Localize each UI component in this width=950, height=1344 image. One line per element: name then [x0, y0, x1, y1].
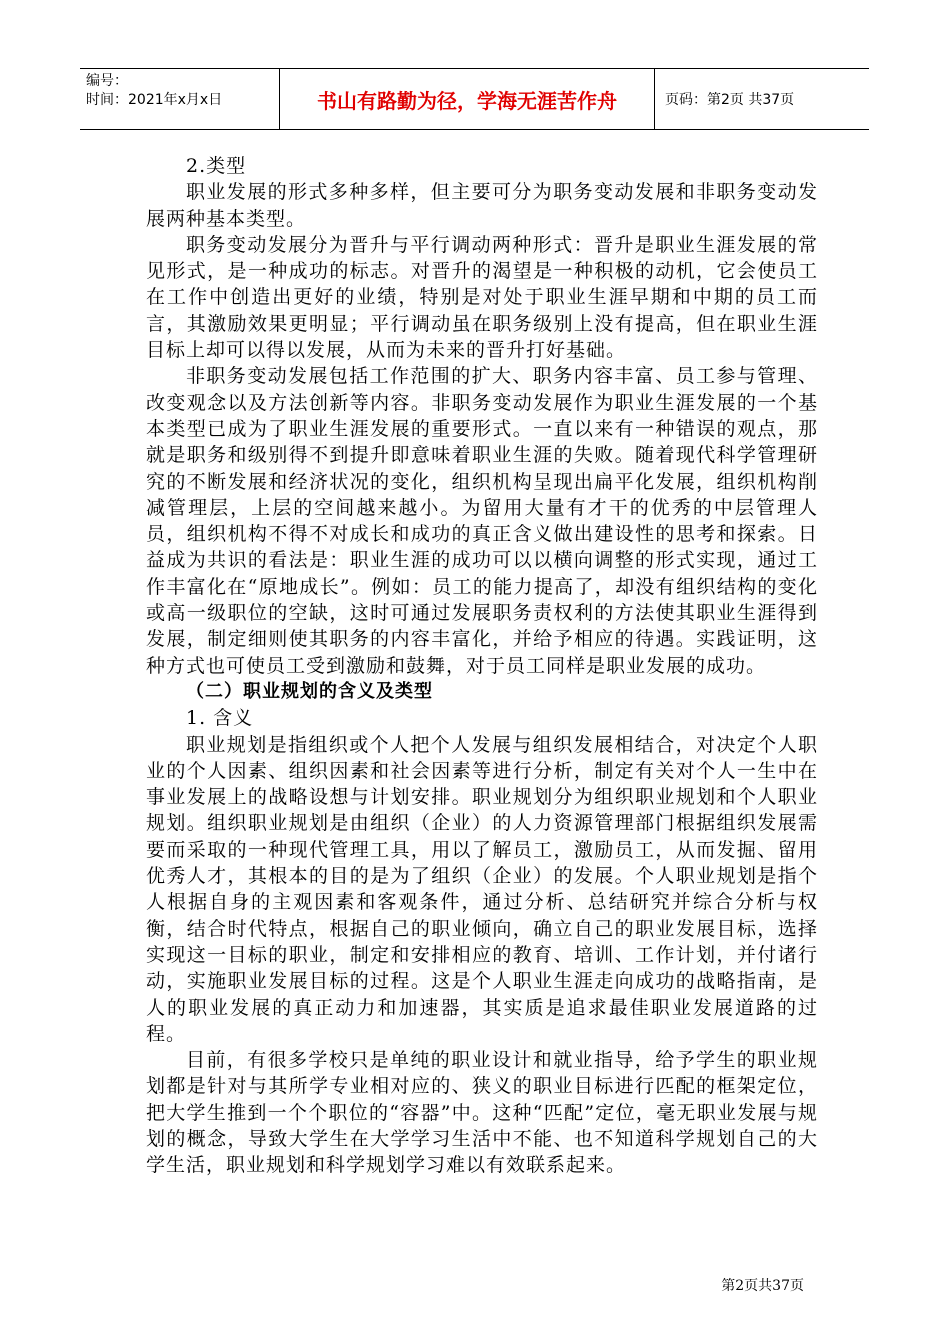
paragraph-1: 职业发展的形式多种多样，但主要可分为职务变动发展和非职务变动发展两种基本类型。: [146, 181, 818, 230]
document-body: [146, 153, 818, 1179]
paragraph-4: 职业规划是指组织或个人把个人发展与组织发展相结合，对决定个人职业的个人因素、组织因素和社会因素等进行分析，制定有关对个人一生中在事业发展上的战略设想与计划安排。职业规划分为组织职业规划和个人职业规划。组织职业规划是由组织（企业）的人力资源管理部门根据组织发展需要而采取的一种现代管理工具，用以了解员工，激励员工，从而发掘、留用优秀人才，其根本的目的是为了组织（企业）的发展。个人职业规划是指个人根据自身的主观因素和客观条件，通过分析、总结研究并综合分析与权衡，结合时代特点，根据自己的职业倾向，确立自己的职业发展目标，选择实现这一目标的职业，制定和安排相应的教育、培训、工作计划，并付诸行动，实施职业发展目标的过程。这是个人职业生涯走向成功的战略指南，是人的职业发展的真正动力和加速器，其实质是追求最佳职业发展道路的过程。: [146, 733, 818, 1045]
header-page-label: 页码：第2页 共37页: [665, 92, 795, 108]
header-time-label: 时间：2021年x月x日: [86, 92, 223, 108]
heading-type: 2.类型: [186, 155, 247, 177]
page-header: [80, 68, 869, 130]
paragraph-3: 非职务变动发展包括工作范围的扩大、职务内容丰富、员工参与管理、改变观念以及方法创新等内容。非职务变动发展作为职业生涯发展的一个基本类型已成为了职业生涯发展的重要形式。一直以来有一种错误的观点，那就是职务和级别得不到提升即意味着职业生涯的失败。随着现代科学管理研究的不断发展和经济状况的变化，组织机构呈现出扁平化发展，组织机构削减管理层，上层的空间越来越小。为留用大量有才干的优秀的中层管理人员，组织机构不得不对成长和成功的真正含义做出建设性的思考和探索。日益成为共识的看法是：职业生涯的成功可以以横向调整的形式实现，通过工作丰富化在“原地成长”。例如：员工的能力提高了，却没有组织结构的变化或高一级职位的空缺，这时可通过发展职务责权利的方法使其职业生涯得到发展，制定细则使其职务的内容丰富化，并给予相应的待遇。实践证明，这种方式也可使员工受到激励和鼓舞，对于员工同样是职业发展的成功。: [146, 365, 818, 677]
header-motto: 书山有路勤为径，学海无涯苦作舟: [280, 69, 655, 129]
header-number-label: 编号：: [86, 73, 128, 89]
paragraph-2: 职务变动发展分为晋升与平行调动两种形式：晋升是职业生涯发展的常见形式，是一种成功的标志。对晋升的渴望是一种积极的动机，它会使员工在工作中创造出更好的业绩，特别是对处于职业生涯早期和中期的员工而言，其激励效果更明显；平行调动虽在职务级别上没有提高，但在职业生涯目标上却可以得以发展，从而为未来的晋升打好基础。: [146, 233, 818, 362]
page-footer: 第2页共37页: [721, 1278, 804, 1294]
section-title: （二）职业规划的含义及类型: [186, 680, 433, 702]
header-meta: [80, 69, 280, 129]
paragraph-5: 目前，有很多学校只是单纯的职业设计和就业指导，给予学生的职业规划都是针对与其所学专业相对应的、狭义的职业目标进行匹配的框架定位，把大学生推到一个个职位的“容器”中。这种“匹配”定位，毫无职业发展与规划的概念，导致大学生在大学学习生活中不能、也不知道科学规划自己的大学生活，职业规划和科学规划学习难以有效联系起来。: [146, 1049, 818, 1177]
heading-meaning: 1. 含义: [186, 707, 254, 730]
